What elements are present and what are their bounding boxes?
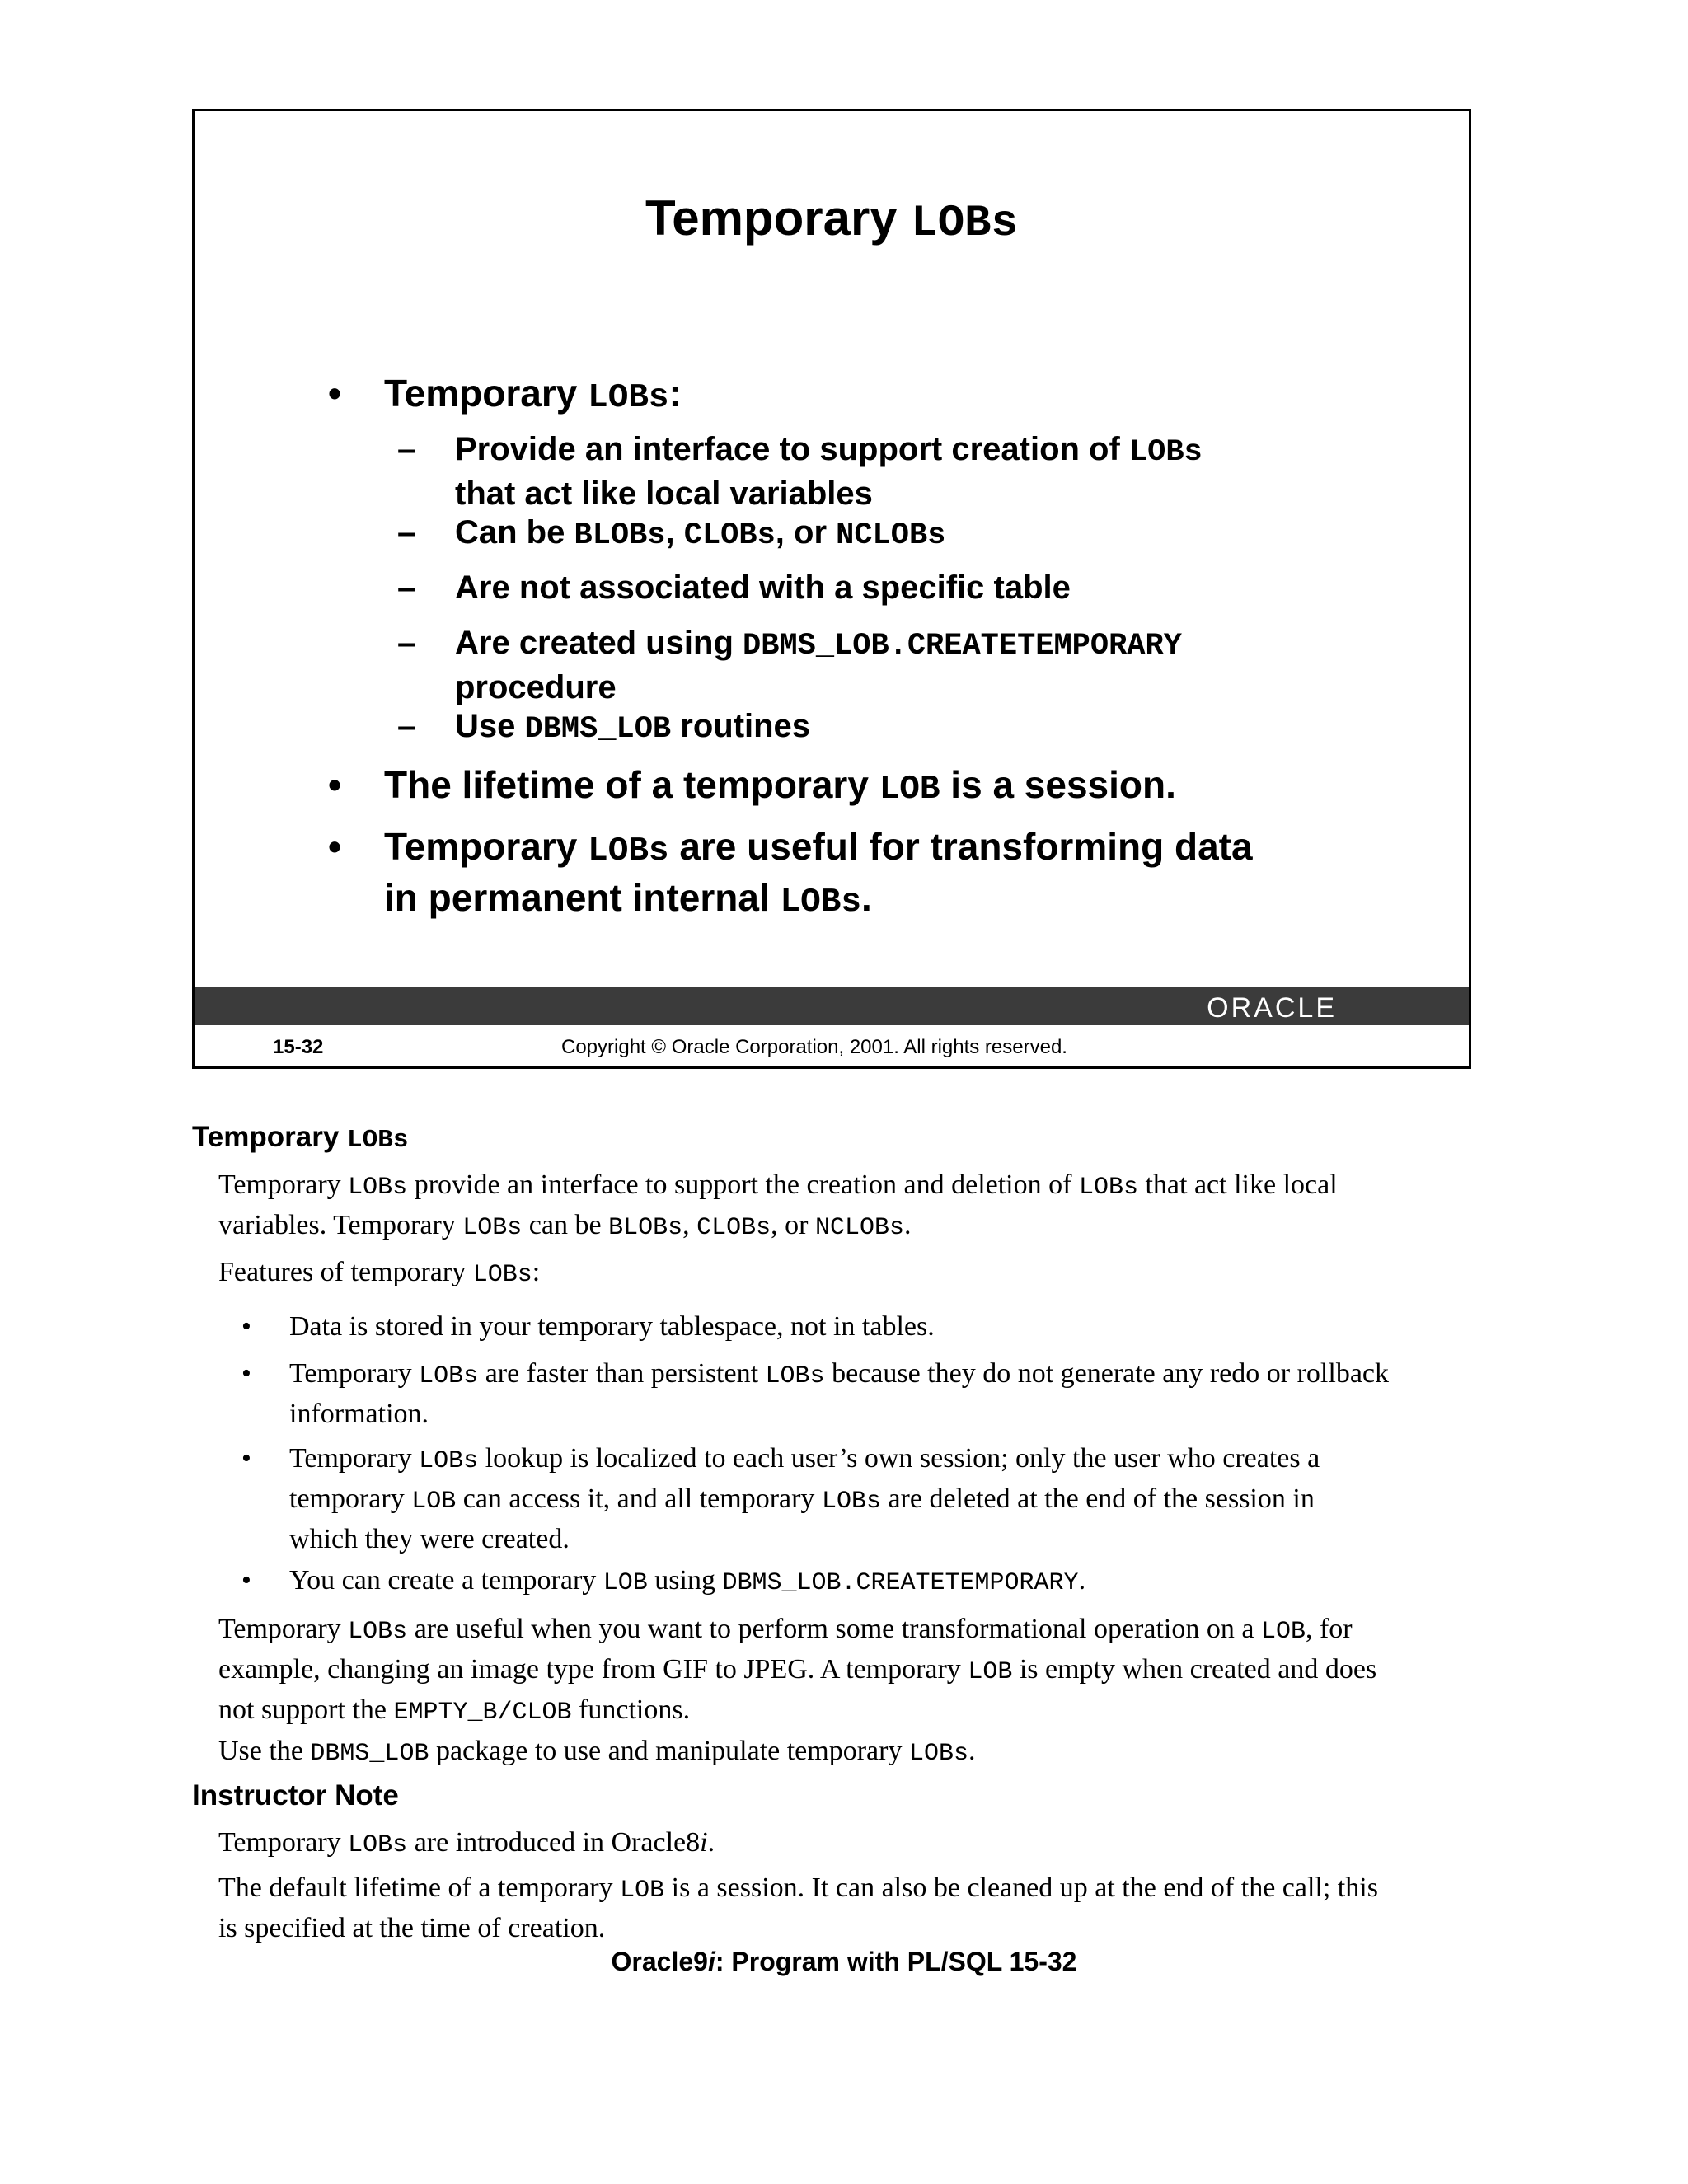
bullet-dot: • bbox=[328, 372, 342, 415]
instructor-note-heading: Instructor Note bbox=[192, 1779, 399, 1811]
bullet-dot: • bbox=[241, 1443, 251, 1474]
notes-bullet-2: • Temporary LOBs are faster than persistent LOBs because they do not generate any redo or rollback information. bbox=[289, 1355, 1476, 1432]
slide-frame bbox=[192, 109, 1471, 1069]
bullet-dash: – bbox=[397, 625, 416, 661]
slide-footer-bar bbox=[195, 987, 1469, 1025]
notes-heading: Temporary LOBs bbox=[192, 1121, 409, 1155]
bullet-dash: – bbox=[397, 708, 416, 744]
notes-paragraph-2: Features of temporary LOBs: bbox=[218, 1257, 541, 1289]
slide-bullet-1: • Temporary LOBs: bbox=[328, 372, 682, 417]
bullet-dot: • bbox=[328, 825, 342, 868]
bullet-dot: • bbox=[241, 1565, 251, 1596]
slide-subbullet-5: – Use DBMS_LOB routines bbox=[455, 705, 810, 750]
oracle-logo: ORACLE bbox=[1207, 992, 1337, 1024]
notes-paragraph-3: Temporary LOBs are useful when you want to perform some transformational operation on a LOB, for example, changing an image type from GIF to JPEG. A temporary LOB is empty when created and does not support the EMPTY_B/CLOB functions. bbox=[218, 1614, 1377, 1727]
notes-bullet-3: • Temporary LOBs lookup is localized to each user’s own session; only the user who creates a temporary LOB can access it, and all temporary LOBs are deleted at the end of the session in which they were created. bbox=[289, 1440, 1476, 1558]
notes-bullet-4: • You can create a temporary LOB using DBMS_LOB.CREATETEMPORARY. bbox=[289, 1562, 1476, 1602]
slide-subbullet-3: – Are not associated with a specific table bbox=[455, 567, 1071, 608]
slide-subbullet-2: – Can be BLOBs, CLOBs, or NCLOBs bbox=[455, 512, 945, 556]
slide-title: Temporary LOBs bbox=[645, 190, 1018, 249]
notes-paragraph-5: Temporary LOBs are introduced in Oracle8i. bbox=[218, 1827, 715, 1859]
notes-paragraph-6: The default lifetime of a temporary LOB is a session. It can also be cleaned up at the end of the call; this is specified at the time of creation. bbox=[218, 1872, 1378, 1943]
bullet-dot: • bbox=[328, 763, 342, 806]
bullet-dot: • bbox=[241, 1358, 251, 1389]
slide-number: 15-32 bbox=[273, 1036, 324, 1058]
notes-paragraph-1: Temporary LOBs provide an interface to support the creation and deletion of LOBs that act like local variables. Temporary LOBs can be BLOBs, CLOBs, or NCLOBs. bbox=[218, 1169, 1338, 1242]
bullet-dash: – bbox=[397, 514, 416, 551]
page-footer: Oracle9i: Program with PL/SQL 15-32 bbox=[611, 1947, 1077, 1976]
slide-bullet-2: • The lifetime of a temporary LOB is a session. bbox=[328, 763, 1176, 808]
slide-subbullet-4: – Are created using DBMS_LOB.CREATETEMPORARY procedure bbox=[455, 622, 1182, 708]
slide-subbullet-1: – Provide an interface to support creation of LOBs that act like local variables bbox=[455, 429, 1203, 514]
copyright-text: Copyright © Oracle Corporation, 2001. All rights reserved. bbox=[561, 1036, 1067, 1058]
notes-paragraph-4: Use the DBMS_LOB package to use and manipulate temporary LOBs. bbox=[218, 1736, 976, 1768]
bullet-dot: • bbox=[241, 1311, 251, 1342]
slide-bullet-3: • Temporary LOBs are useful for transforming data in permanent internal LOBs. bbox=[328, 825, 1253, 921]
bullet-dash: – bbox=[397, 569, 416, 606]
bullet-dash: – bbox=[397, 431, 416, 467]
notes-bullet-1: • Data is stored in your temporary tablespace, not in tables. bbox=[289, 1308, 1476, 1345]
